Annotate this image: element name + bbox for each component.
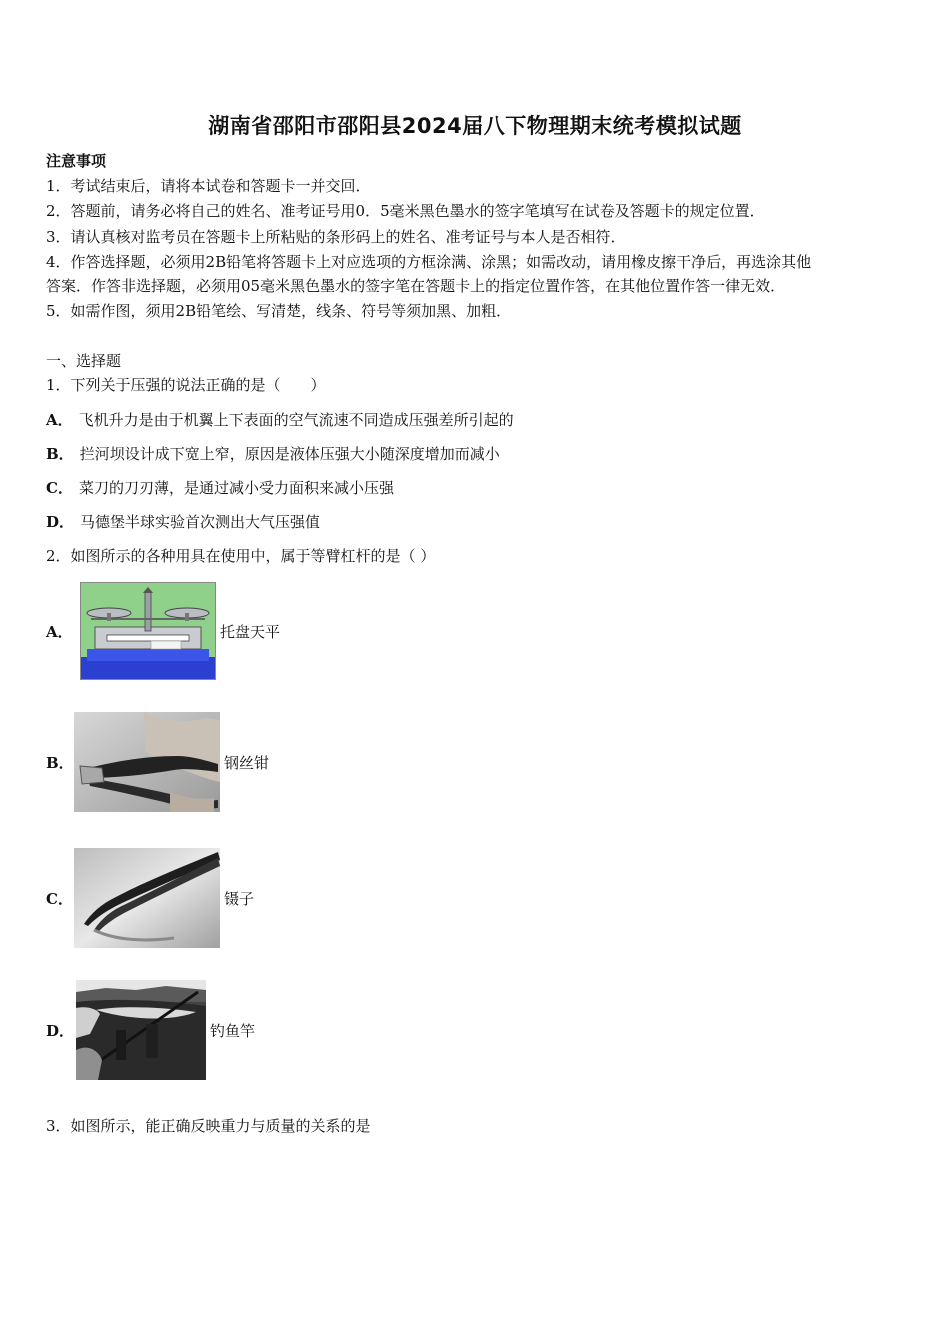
notice-item: 2．答题前，请务必将自己的姓名、准考证号用0．5毫米黑色墨水的签字笔填写在试卷及答题卡的规定位置． — [46, 202, 765, 220]
choice-caption: 镊子 — [224, 889, 255, 908]
option-text: 拦河坝设计成下宽上窄，原因是液体压强大小随深度增加而减小 — [79, 445, 500, 463]
option-text: 飞机升力是由于机翼上下表面的空气流速不同造成压强差所引起的 — [78, 411, 514, 429]
notice-heading: 注意事项 — [46, 152, 107, 170]
choice-letter: A． — [46, 622, 73, 641]
question-3-stem: 3．如图所示，能正确反映重力与质量的关系的是 — [46, 1117, 371, 1135]
option-letter: A． — [46, 411, 73, 429]
notice-item: 1．考试结束后，请将本试卷和答题卡一并交回． — [46, 177, 371, 195]
section-heading: 一、选择题 — [46, 352, 122, 370]
notice-item: 4．作答选择题，必须用2B铅笔将答题卡上对应选项的方框涂满、涂黑；如需改动，请用橡皮擦干净后，再选涂其他 — [46, 253, 812, 271]
choice-letter: C． — [46, 889, 73, 908]
choice-caption: 钓鱼竿 — [210, 1021, 256, 1040]
q2-choice-a — [46, 582, 280, 680]
choice-caption: 托盘天平 — [220, 622, 281, 641]
question-1-stem: 1．下列关于压强的说法正确的是（ ） — [46, 376, 326, 394]
page-title: 湖南省邵阳市邵阳县2024届八下物理期末统考模拟试题 — [208, 114, 742, 138]
balance-scale-icon — [80, 582, 216, 680]
option-letter: C． — [46, 479, 73, 497]
tweezers-icon — [74, 848, 220, 948]
q2-choice-c — [46, 848, 254, 948]
pliers-icon — [74, 712, 220, 812]
question-2-stem: 2．如图所示的各种用具在使用中，属于等臂杠杆的是（ ） — [46, 547, 436, 565]
option-letter: B． — [46, 445, 74, 463]
q1-option-c — [46, 478, 394, 498]
fishing-rod-icon — [76, 980, 206, 1080]
q1-option-a — [46, 410, 514, 430]
q1-option-b — [46, 444, 500, 464]
notice-item: 5．如需作图，须用2B铅笔绘、写清楚，线条、符号等须加黑、加粗． — [46, 302, 512, 320]
option-letter: D． — [46, 513, 75, 531]
notice-item: 答案．作答非选择题，必须用05毫米黑色墨水的签字笔在答题卡上的指定位置作答，在其他位置作答一律无效． — [46, 277, 786, 295]
option-text: 马德堡半球实验首次测出大气压强值 — [80, 513, 321, 531]
choice-letter: D． — [46, 1021, 75, 1040]
q1-option-d — [46, 512, 320, 532]
option-text: 菜刀的刀刃薄，是通过减小受力面积来减小压强 — [78, 479, 394, 497]
choice-letter: B． — [46, 753, 74, 772]
q2-choice-d — [46, 980, 255, 1080]
q2-choice-b — [46, 712, 269, 812]
choice-caption: 钢丝钳 — [224, 753, 270, 772]
notice-item: 3．请认真核对监考员在答题卡上所粘贴的条形码上的姓名、准考证号与本人是否相符． — [46, 228, 626, 246]
